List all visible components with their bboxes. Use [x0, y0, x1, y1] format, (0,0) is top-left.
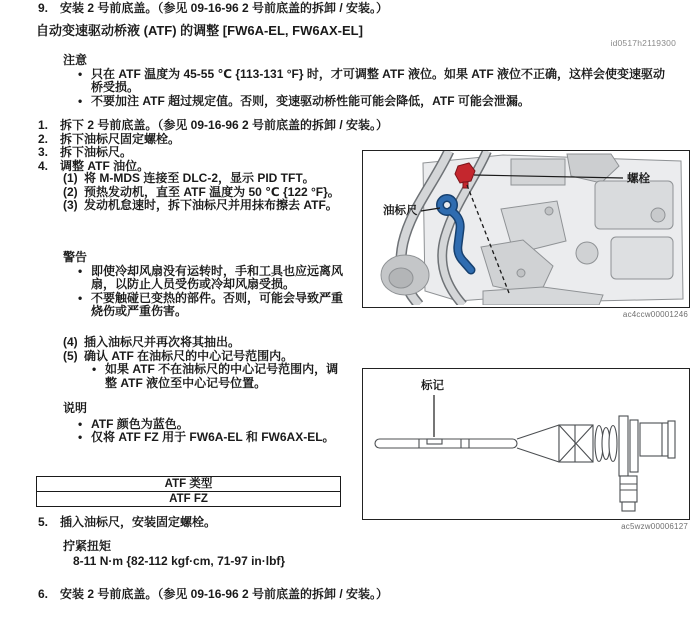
step-number: 2. [38, 131, 49, 146]
warning-block [63, 251, 347, 319]
substep-number: (1) [63, 171, 78, 185]
step-number: 9. [38, 1, 49, 15]
atf-type-table [36, 476, 341, 507]
warning-item: • 即使冷却风扇没有运转时，手和工具也应远离风扇，以防止人员受伤或冷却风扇受损。 [77, 265, 345, 292]
atf-table-header: ATF 类型 [37, 477, 341, 492]
substep-text: 预热发动机，直至 ATF 温度为 50 ℃ {122 °F}。 [84, 184, 340, 199]
step-text: 安装 2 号前底盖。（参见 09-16-96 2 号前底盖的拆卸 / 安装。） [60, 1, 389, 15]
substep-5-bullets [91, 363, 347, 390]
substep-number: (4) [63, 335, 78, 349]
substep-text: 发动机怠速时，拆下油标尺并用抹布擦去 ATF。 [84, 198, 338, 212]
figure-dipstick-mark [362, 368, 690, 520]
warning-item: • 不要触碰已变热的部件。否则，可能会导致严重烧伤或严重伤害。 [77, 292, 345, 319]
step-number: 4. [38, 158, 49, 173]
figure2-caption: ac5wzw00006127 [621, 522, 688, 531]
caution-block [63, 54, 675, 108]
caution-list [77, 68, 669, 109]
section-title: 自动变速驱动桥液 (ATF) 的调整 [FW6A-EL, FW6AX-EL] [36, 23, 363, 38]
step-text: 拆下油标尺。 [60, 145, 133, 159]
substep-number: (3) [63, 198, 78, 212]
procedure-substeps-2 [63, 336, 363, 363]
substep-5 [63, 350, 363, 364]
procedure-substeps [63, 172, 345, 213]
procedure-step-1 [38, 119, 468, 133]
substep-text: 确认 ATF 在油标尺的中心记号范围内。 [84, 348, 294, 363]
note-item: • 仅将 ATF FZ 用于 FW6A-EL 和 FW6AX-EL。 [77, 431, 369, 445]
dipstick-illustration [363, 369, 687, 517]
note-item: • ATF 颜色为蓝色。 [77, 418, 369, 432]
atf-table-value: ATF FZ [37, 492, 341, 507]
step-text: 拆下 2 号前底盖。（参见 09-16-96 2 号前底盖的拆卸 / 安装。） [60, 118, 389, 132]
torque-value: 8-11 N·m {82-112 kgf·cm, 71-97 in·lbf} [73, 553, 286, 568]
warning-list [77, 265, 345, 319]
warning-heading: 警告 [63, 250, 88, 264]
step-number: 5. [38, 515, 49, 529]
procedure-step-2 [38, 133, 468, 147]
step-text: 拆下油标尺固定螺栓。 [60, 131, 181, 146]
note-heading: 说明 [63, 401, 88, 415]
note-list [77, 418, 369, 445]
document-id: id0517h2119300 [610, 38, 676, 48]
bolt-label: 螺栓 [627, 173, 650, 185]
substep-1 [63, 172, 345, 186]
substep-text: 将 M-MDS 连接至 DLC-2，显示 PID TFT。 [84, 171, 315, 185]
step-number: 3. [38, 145, 49, 159]
substep-5-bullet: • 如果 ATF 不在油标尺的中心记号范围内，调整 ATF 液位至中心记号位置。 [91, 363, 347, 390]
caution-item: • 不要加注 ATF 超过规定值。否则，变速驱动桥性能可能会降低，ATF 可能会泄漏。 [77, 95, 669, 109]
dipstick-label: 油标尺 [383, 205, 418, 217]
step-text: 插入油标尺，安装固定螺栓。 [60, 515, 217, 529]
substep-4 [63, 336, 363, 350]
step-text: 调整 ATF 油位。 [60, 158, 150, 173]
substep-2 [63, 186, 345, 200]
figure-engine-dipstick-location [362, 150, 690, 308]
mark-label: 标记 [421, 380, 444, 392]
caution-item: • 只在 ATF 温度为 45-55 ℃ {113-131 °F} 时，才可调整 ATF 液位。如果 ATF 液位不正确，这样会使变速驱动桥受损。 [77, 68, 669, 95]
note-block [63, 402, 373, 445]
substep-text: 插入油标尺并再次将其抽出。 [84, 335, 241, 349]
figure1-caption: ac4ccw00001246 [622, 310, 688, 319]
mark-notch [427, 439, 442, 444]
substep-number: (5) [63, 348, 78, 363]
step-number: 1. [38, 118, 49, 132]
torque-spec-block [63, 540, 393, 568]
engine-pulley-hub [389, 268, 413, 288]
caution-heading: 注意 [63, 53, 88, 67]
substep-3 [63, 199, 345, 213]
procedure-step-6 [38, 588, 468, 602]
engine-illustration [363, 151, 687, 305]
step-text: 安装 2 号前底盖。（参见 09-16-96 2 号前底盖的拆卸 / 安装。） [60, 587, 389, 601]
substep-number: (2) [63, 184, 78, 199]
procedure-step-9 [38, 2, 468, 16]
dipstick-line-art [375, 416, 675, 511]
step-number: 6. [38, 587, 49, 601]
torque-heading: 拧紧扭矩 [63, 539, 112, 553]
